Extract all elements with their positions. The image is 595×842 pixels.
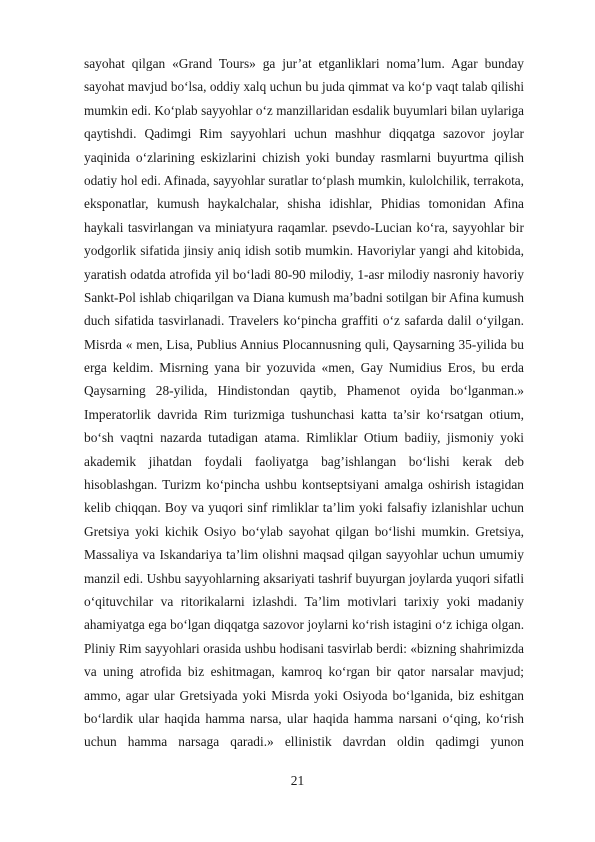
text-line: Pliniy Rim sayyohlari orasida ushbu hodisani tasvirlab berdi: «bizning shahrimizda xyxy=(84,640,524,656)
text-line: Qaysarning 28-yilida, Hindistondan qaytib, Phamenot oyida bo‘lganman.» xyxy=(84,383,524,399)
text-line: va uning atrofida biz eshitmagan, kamroq ko‘rgan bir qator narsalar mavjud; xyxy=(84,664,524,680)
text-line: bo‘sh vaqtni nazarda tutadigan atama. Rimliklar Otium badiiy, jismoniy yoki xyxy=(84,430,524,446)
text-line: odatiy hol edi. Afinada, sayyohlar suratlar to‘plash mumkin, kulolchilik, terrakota, xyxy=(84,172,524,188)
text-line: manzil edi. Ushbu sayyohlarning aksariyati tashrif buyurgan joylarda yuqori sifatli xyxy=(84,570,524,586)
text-line: Sankt-Pol ishlab chiqarilgan va Diana kumush ma’badni sotilgan bir Afina kumush xyxy=(84,289,524,305)
text-line: yodgorlik sifatida jinsiy aniq idish sotib mumkin. Havoriylar yangi ahd kitobida, xyxy=(84,243,524,259)
text-line: o‘qituvchilar va ritorikalarni izlashdi. Ta’lim motivlari tarixiy yoki madaniy xyxy=(84,593,524,609)
text-line: akademik jihatdan foydali faoliyatga bag’ishlangan bo‘lishi kerak deb xyxy=(84,453,524,469)
text-line: mumkin edi. Ko‘plab sayyohlar o‘z manzillaridan esdalik buyumlari bilan uylariga xyxy=(84,102,524,118)
text-line: sayohat mavjud bo‘lsa, oddiy xalq uchun bu juda qimmat va ko‘p vaqt talab qilishi xyxy=(84,79,524,95)
text-line: Imperatorlik davrida Rim turizmiga tushunchasi katta ta’sir ko‘rsatgan otium, xyxy=(84,406,524,422)
text-line: sayohat qilgan «Grand Tours» ga jur’at etganliklari noma’lum. Agar bunday xyxy=(84,56,524,71)
page-number: 21 xyxy=(290,773,305,788)
text-line: bo‘lardik ular haqida hamma narsa, ular haqida hamma narsani o‘qing, ko‘rish xyxy=(84,710,524,726)
text-line: kelib chiqqan. Boy va yuqori sinf rimliklar ta’lim yoki falsafiy izlanishlar uchun xyxy=(84,500,524,516)
text-line: haykali tasvirlangan va miniatyura raqamlar. psevdo-Lucian ko‘ra, sayyohlar bir xyxy=(84,219,524,235)
text-line: Misrda « men, Lisa, Publius Annius Plocannusning quli, Qaysarning 35-yilida bu xyxy=(84,336,524,352)
text-line: eksponatlar, kumush haykalchalar, shisha idishlar, Phidias tomonidan Afina xyxy=(84,196,524,212)
text-line: Gretsiya yoki kichik Osiyo bo‘ylab sayohat qilgan bo‘lishi mumkin. Gretsiya, xyxy=(84,523,524,539)
body-text xyxy=(84,52,524,754)
text-line: yaratish odatda atrofida yil bo‘ladi 80-90 milodiy, 1-asr milodiy nasroniy havoriy xyxy=(84,266,524,282)
text-line: erga keldim. Misrning yana bir yozuvida «men, Gay Numidius Eros, bu erda xyxy=(84,360,524,376)
text-line: ahamiyatga ega bo‘lgan diqqatga sazovor joylarni ko‘rish istagini o‘z ichiga olgan. xyxy=(84,617,524,633)
text-line: qaytishdi. Qadimgi Rim sayyohlari uchun mashhur diqqatga sazovor joylar xyxy=(84,126,524,142)
text-line: hisoblashgan. Turizm ko‘pincha ushbu kontseptsiyani amalga oshirish istagidan xyxy=(84,477,524,493)
text-line: duch sifatida tasvirlanadi. Travelers ko‘pincha graffiti o‘z safarda dalil o‘yilgan. xyxy=(84,313,524,329)
text-line: ammo, agar ular Gretsiyada yoki Misrda yoki Osiyoda bo‘lganida, biz eshitgan xyxy=(84,687,524,703)
text-line: Massaliya va Iskandariya ta’lim olishni maqsad qilgan sayyohlar uchun umumiy xyxy=(84,547,524,563)
text-line: uchun hamma narsaga qaradi.» ellinistik davrdan oldin qadimgi yunon xyxy=(84,734,524,750)
text-line: yaqinida o‘zlarining eskizlarini chizish yoki bunday rasmlarni buyurtma qilish xyxy=(84,149,524,165)
